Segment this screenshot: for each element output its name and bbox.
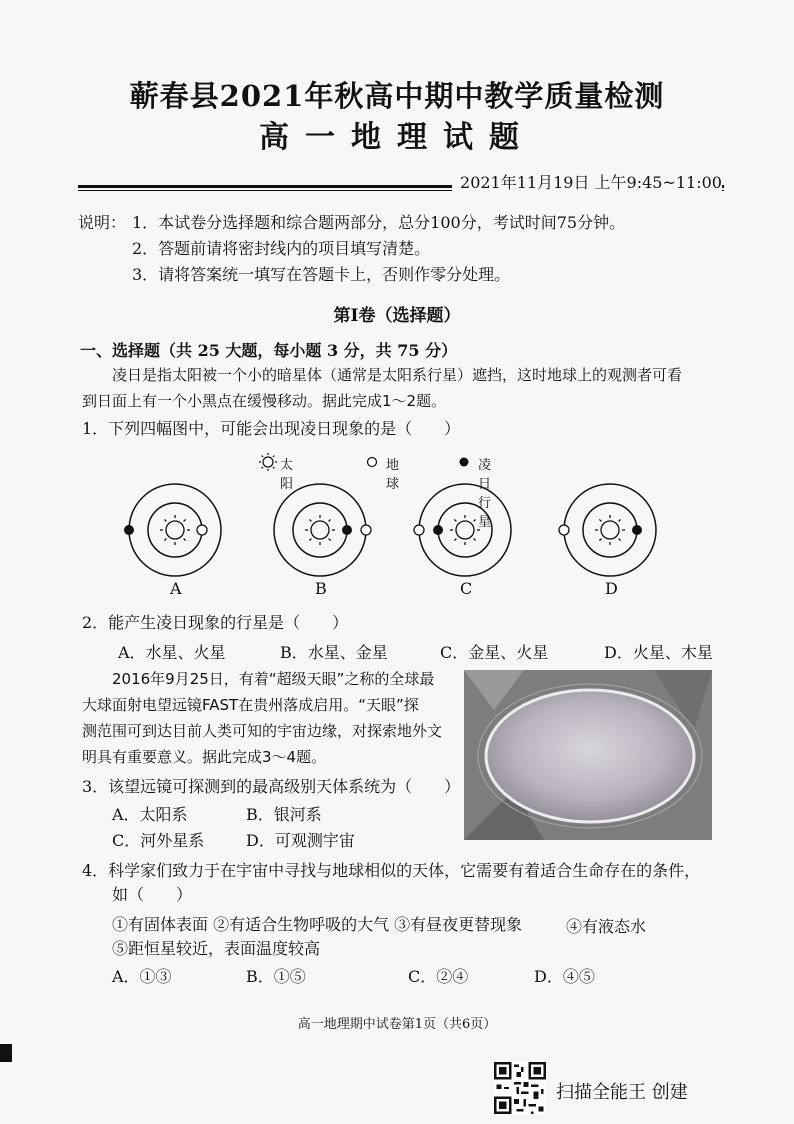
passage-line-1: 2016年9月25日，有着“超级天眼”之称的全球最 bbox=[112, 670, 435, 688]
q2-option-c: C．金星、火星 bbox=[440, 643, 549, 662]
question-4-stem-line-1: 4．科学家们致力于在宇宙中寻找与地球相似的天体，它需要有着适合生命存在的条件， bbox=[82, 861, 701, 880]
question-2-stem: 2．能产生凌日现象的行星是（ ） bbox=[82, 613, 349, 632]
exam-subtitle: 高一地理试题 bbox=[259, 120, 535, 155]
passage-line-3: 测范围可到达目前人类可知的宇宙边缘，对探索地外文 bbox=[82, 722, 443, 740]
q2-option-a: A．水星、火星 bbox=[118, 643, 226, 662]
q3-option-d: D．可观测宇宙 bbox=[246, 831, 355, 850]
passage-line-2: 大球面射电望远镜FAST在贵州落成启用。“天眼”探 bbox=[82, 696, 419, 714]
orbit-diagrams bbox=[110, 480, 730, 600]
sun-icon bbox=[259, 453, 277, 471]
diagram-label-b: B bbox=[315, 579, 327, 598]
notes-label: 说明： bbox=[78, 213, 127, 232]
q4-option-a: A．①③ bbox=[112, 967, 172, 986]
q4-conditions-line-2: ⑤距恒星较近，表面温度较高 bbox=[112, 939, 321, 958]
exam-date-time: 2021年11月19日 上午9:45~11:00 bbox=[452, 172, 722, 194]
question-1-stem: 1．下列四幅图中，可能会出现凌日现象的是（ ） bbox=[82, 419, 461, 438]
legend-planet-label: 凌日行星 bbox=[478, 458, 492, 530]
q2-option-d: D．火星、木星 bbox=[604, 643, 713, 662]
telescope-image bbox=[464, 670, 712, 840]
diagram-label-c: C bbox=[460, 579, 473, 598]
part1-heading: 一、选择题（共 25 大题，每小题 3 分，共 75 分） bbox=[80, 341, 458, 360]
qr-code-icon bbox=[494, 1062, 546, 1114]
sun-icon bbox=[305, 515, 335, 545]
planet-marker bbox=[433, 525, 443, 535]
q4-option-d: D．④⑤ bbox=[534, 967, 595, 986]
planet-marker bbox=[342, 525, 352, 535]
diagram-label-a: A bbox=[170, 579, 182, 598]
q4-condition-4: ④有液态水 bbox=[566, 917, 647, 936]
note-item-1: 1．本试卷分选择题和综合题两部分，总分100分，考试时间75分钟。 bbox=[132, 213, 626, 232]
fast-telescope-photo bbox=[464, 670, 712, 840]
scanner-watermark: 扫描全能王 创建 bbox=[556, 1082, 688, 1103]
note-item-3: 3．请将答案统一填写在答题卡上，否则作零分处理。 bbox=[132, 265, 511, 284]
earth-marker bbox=[414, 525, 424, 535]
sun-icon bbox=[160, 515, 190, 545]
passage-line-4: 明具有重要意义。据此完成3～4题。 bbox=[82, 748, 327, 766]
q3-option-c: C．河外星系 bbox=[112, 831, 205, 850]
q4-conditions-line-1: ①有固体表面 ②有适合生物呼吸的大气 ③有昼夜更替现象 bbox=[112, 915, 523, 934]
intro-line-2: 到日面上有一个小黑点在缓慢移动。据此完成1～2题。 bbox=[82, 392, 447, 410]
note-item-2: 2．答题前请将密封线内的项目填写清楚。 bbox=[132, 239, 431, 258]
q4-option-b: B．①⑤ bbox=[246, 967, 306, 986]
q4-option-c: C．②④ bbox=[408, 967, 469, 986]
sun-icon bbox=[450, 515, 480, 545]
scan-edge-mark bbox=[0, 1044, 12, 1062]
diagram-label-d: D bbox=[605, 579, 618, 598]
intro-line-1: 凌日是指太阳被一个小的暗星体（通常是太阳系行星）遮挡，这时地球上的观测者可看 bbox=[112, 366, 683, 384]
earth-marker bbox=[197, 525, 207, 535]
question-4-stem-line-2: 如（ ） bbox=[112, 885, 193, 904]
legend-icons bbox=[258, 451, 578, 473]
orbit-diagram-b bbox=[274, 484, 371, 576]
question-3-stem: 3．该望远镜可探测到的最高级别天体系统为（ ） bbox=[82, 777, 461, 796]
q3-option-b: B．银河系 bbox=[246, 805, 322, 824]
q2-option-b: B．水星、金星 bbox=[280, 643, 388, 662]
legend-earth-label: 地球 bbox=[386, 458, 400, 492]
planet-icon bbox=[460, 458, 469, 467]
page-footer: 高一地理期中试卷第1页（共6页） bbox=[297, 1017, 497, 1032]
q3-option-a: A．太阳系 bbox=[112, 805, 188, 824]
legend-sun-label: 太阳 bbox=[280, 458, 294, 492]
orbit-diagram-c bbox=[414, 484, 511, 576]
sun-icon bbox=[595, 515, 625, 545]
orbit-diagram-d bbox=[559, 484, 656, 576]
earth-marker bbox=[361, 525, 371, 535]
orbit-diagram-a bbox=[124, 484, 221, 576]
exam-title: 蕲春县2021年秋高中期中教学质量检测 bbox=[129, 79, 665, 113]
planet-marker bbox=[632, 525, 642, 535]
earth-marker bbox=[559, 525, 569, 535]
planet-marker bbox=[124, 525, 134, 535]
section-title: 第Ⅰ卷（选择题） bbox=[333, 306, 461, 326]
earth-icon bbox=[368, 458, 377, 467]
